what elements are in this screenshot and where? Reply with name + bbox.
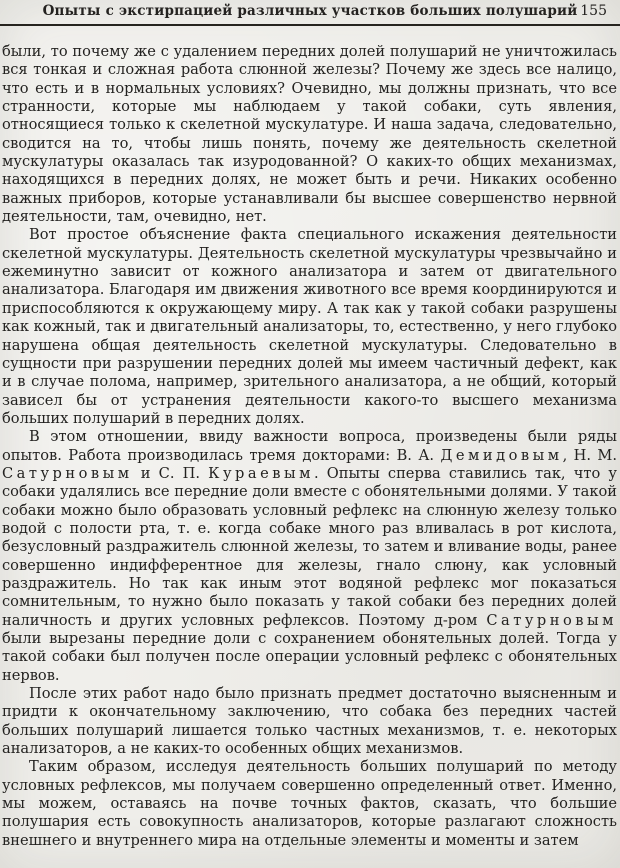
paragraph-1: были, то почему же с удалением передних долей полушарий не уничтожилась вся тонкая и сложная работа слюнной железы? Почему же здесь все налицо, что есть и в нормальных условиях? Очевидно, мы должны признать, что все странности, которые мы наблюдаем у такой собаки, суть явления, относящиеся только к скелетной мускулатуре. И наша задача, следовательно, сводится на то, чтобы лишь понять, почему же деятельность скелетной мускулатуры оказалась так изуродованной? О каких-то общих механизмах, находящихся в передних долях, не может быть и речи. Никаких особенно важных приборов, которые устанавливали бы высшее совершенство нервной деятельности, там, очевидно, нет. bbox=[2, 43, 617, 226]
paragraph-3 bbox=[2, 428, 617, 685]
header-rule bbox=[0, 24, 620, 26]
text-segment: В этом отношении, ввиду важности вопроса, произведены были ряды опытов. Работа производилась тремя докторами: В. А. bbox=[2, 428, 617, 464]
doctor-name-kuraev: Кураевым bbox=[208, 464, 314, 482]
doctor-name-demidov: Демидовым bbox=[440, 446, 563, 464]
running-title: Опыты с экстирпацией различных участков больших полушарий bbox=[42, 3, 578, 19]
page-header bbox=[0, 0, 620, 23]
doctor-name-saturnov-2: Сатурновым bbox=[486, 611, 617, 629]
page-number: 155 bbox=[580, 3, 607, 19]
paragraph-2: Вот простое объяснение факта специального искажения деятельности скелетной мускулатуры. Деятельность скелетной мускулатуры чрезвычайно и ежеминутно зависит от кожного анализатора и затем от двигательного анализатора. Благодаря им движения животного все время координируются и приспособляются к окружающему миру. А так как у такой собаки разрушены как кожный, так и двигательный анализаторы, то, естественно, у него глубоко нарушена общая деятельность скелетной мускулатуры. Следовательно в сущности при разрушении передних долей мы имеем частичный дефект, как и в случае полома, например, зрительного анализатора, а не общий, который зависел бы от устранения деятельности какого-то высшего механизма больших полушарий в передних долях. bbox=[2, 226, 617, 427]
paragraph-4: После этих работ надо было признать предмет достаточно выясненным и придти к окончательному заключению, что собака без передних частей больших полушарий лишается только частных механизмов, т. е. некоторых анализаторов, а не каких-то особенных общих механизмов. bbox=[2, 685, 617, 758]
text-segment: и С. П. bbox=[132, 464, 209, 482]
doctor-name-saturnov: Сатурновым bbox=[2, 464, 133, 482]
text-segment: , Н. М. bbox=[562, 446, 617, 464]
text-segment: были вырезаны передние доли с сохранением обонятельных долей. Тогда у такой собаки был получен после операции условный рефлекс с обонятельных нервов. bbox=[2, 630, 617, 684]
paragraph-5: Таким образом, исследуя деятельность больших полушарий по методу условных рефлексов, мы получаем совершенно определенный ответ. Именно, мы можем, оставаясь на почве точных фактов, сказать, что большие полушария есть совокупность анализаторов, которые разлагают сложность внешнего и внутреннего мира на отдельные элементы и моменты и затем bbox=[2, 758, 617, 849]
body-text bbox=[0, 43, 620, 850]
text-segment: . Опыты сперва ставились так, что у собаки удалялись все передние доли вместе с обонятельными долями. У такой собаки можно было образовать условный рефлекс на слюнную железу только водой с полости рта, т. е. когда собаке много раз вливалась в рот кислота, безусловный раздражитель слюнной железы, то затем и вливание воды, ранее совершенно индифферентное для железы, гнало слюну, как условный раздражитель. Но так как иным этот водяной рефлекс мог показаться сомнительным, то нужно было показать у такой собаки без передних долей наличность и других условных рефлексов. Поэтому д-ром bbox=[2, 464, 617, 629]
